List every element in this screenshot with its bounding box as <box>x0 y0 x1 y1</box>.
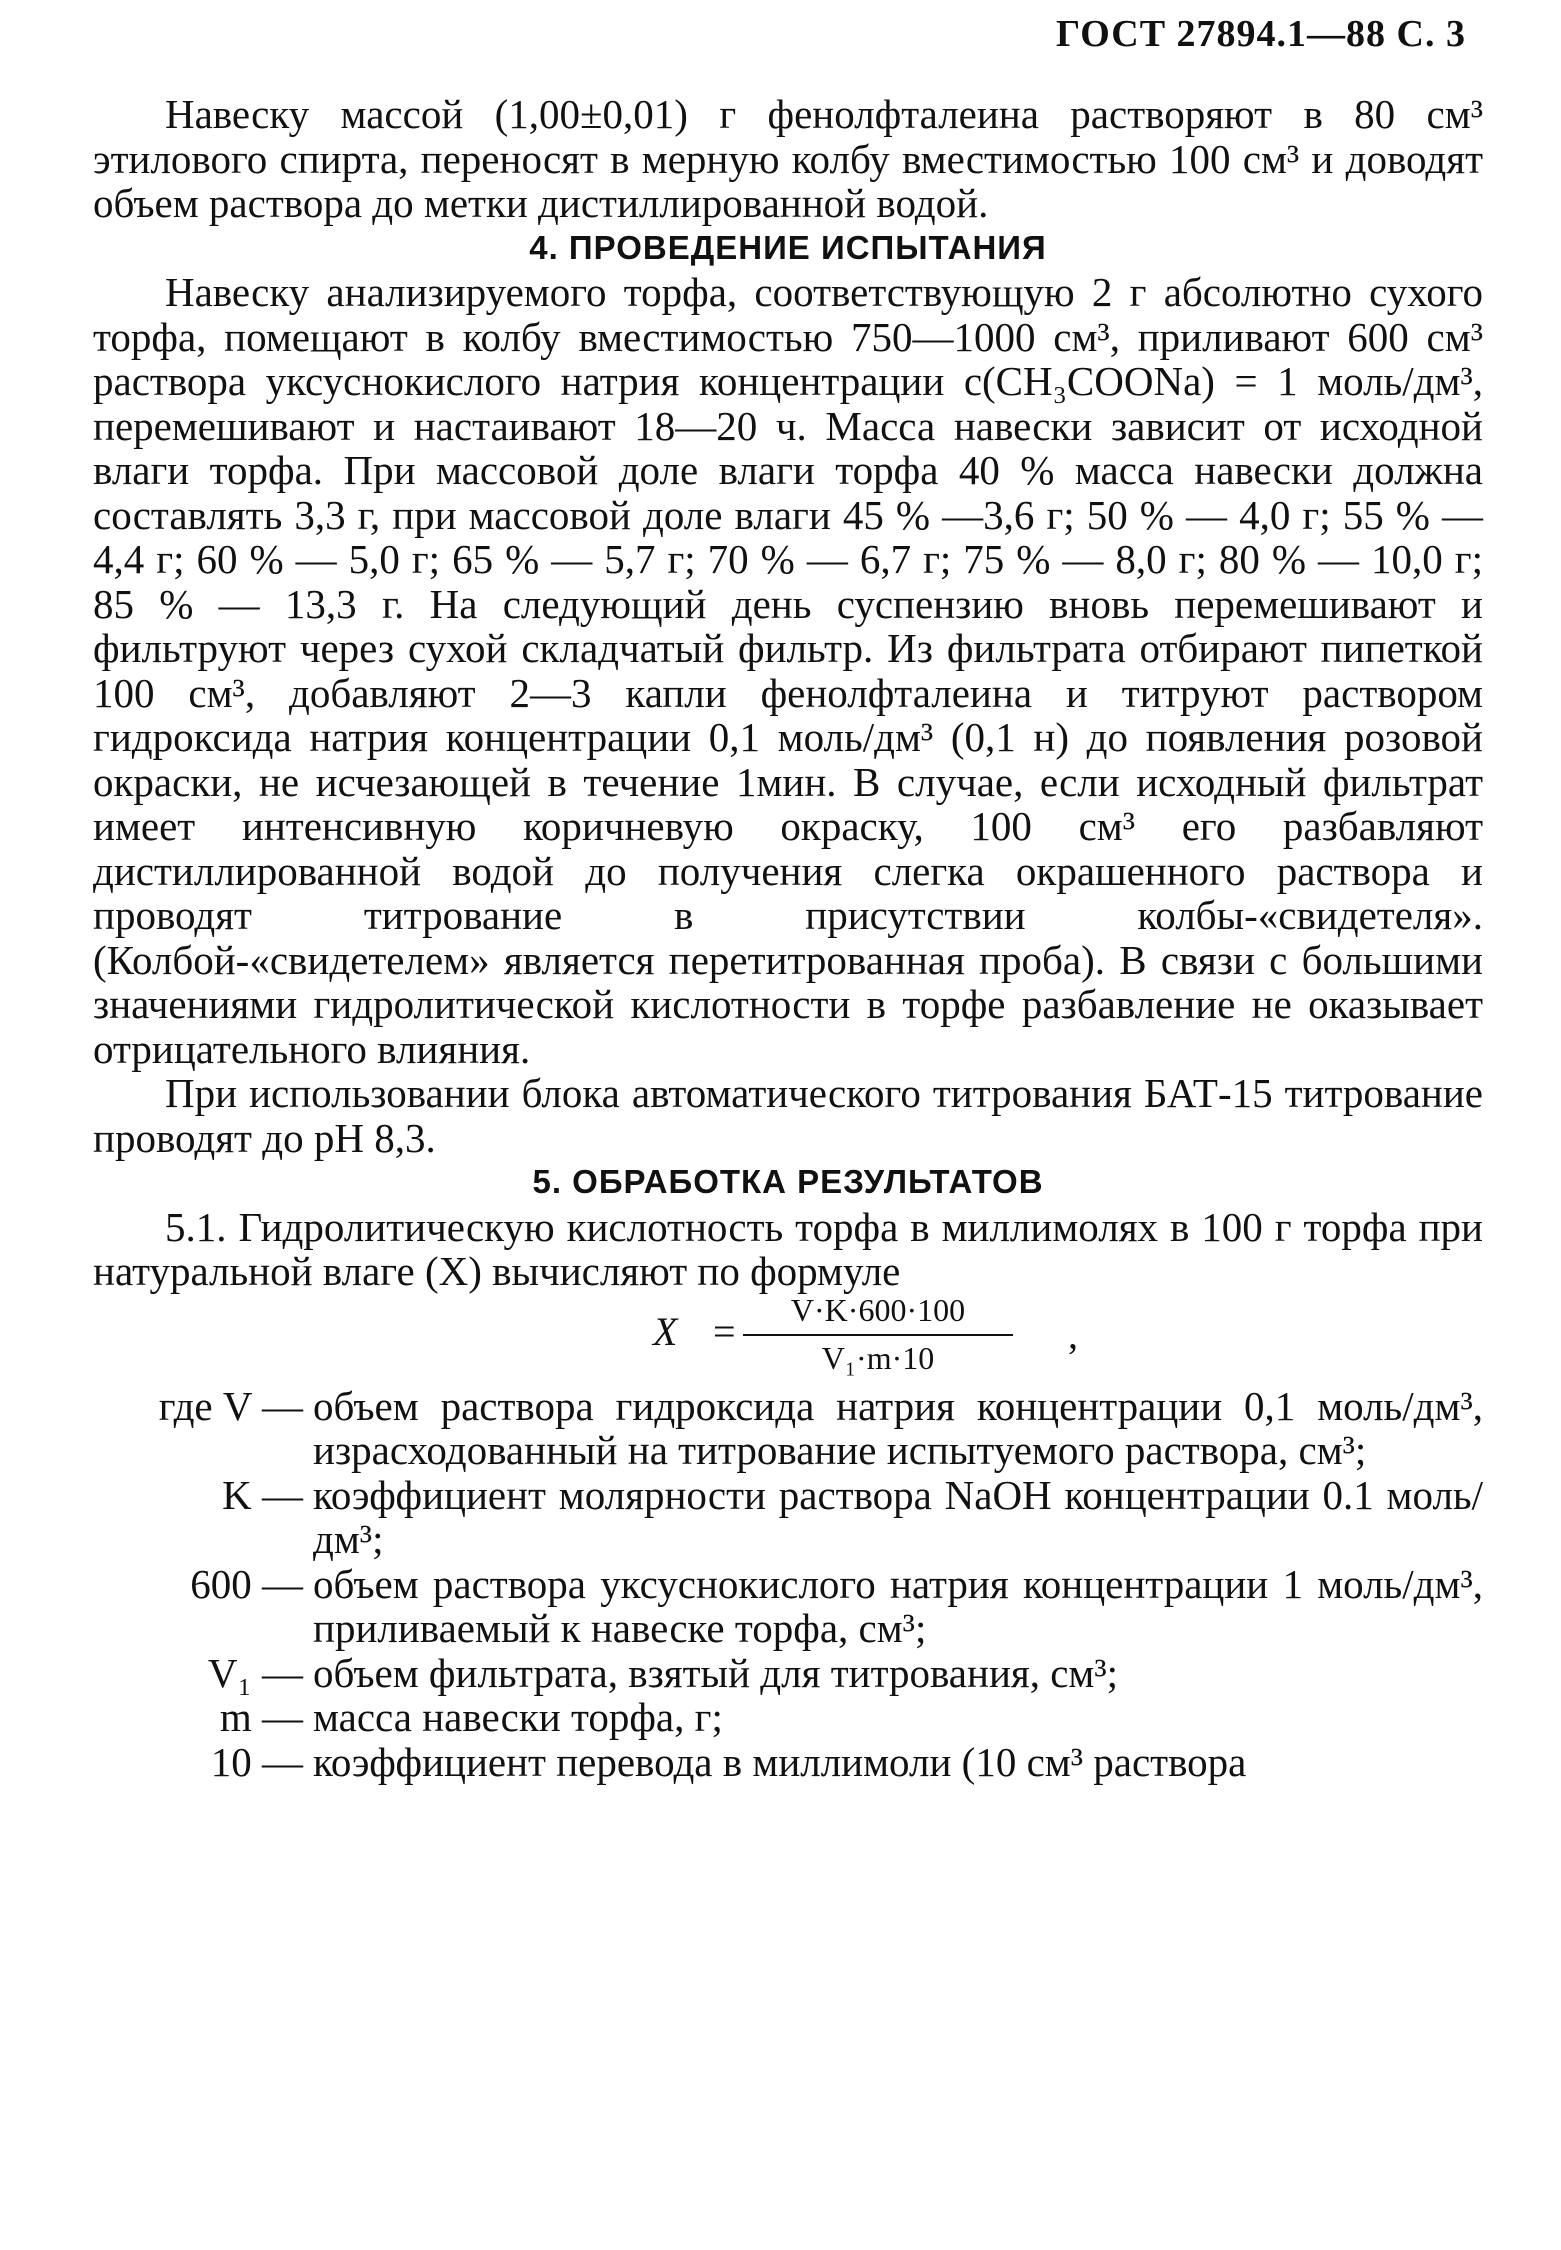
formula-denominator: V₁·m·10 <box>821 1339 935 1376</box>
definition-item <box>93 1740 1483 1785</box>
paragraph-test-procedure: Навеску анализируемого торфа, соответствующую 2 г абсолютно сухого торфа, помещают в колбу вместимостью 750—1000 см³, приливают 600 см³ раствора уксуснокислого натрия концентрации c(CH₃COONa) = 1 моль/дм³, перемешивают и настаивают 18—20 ч. Масса навески зависит от исходной влаги торфа. При массовой доле влаги торфа 40 % масса навески должна составлять 3,3 г, при массовой доле влаги 45 % —3,6 г; 50 % — 4,0 г; 55 % — 4,4 г; 60 % — 5,0 г; 65 % — 5,7 г; 70 % — 6,7 г; 75 % — 8,0 г; 80 % — 10,0 г; 85 % — 13,3 г. На следующий день суспензию вновь перемешивают и фильтруют через сухой складчатый фильтр. Из фильтрата отбирают пипеткой 100 см³, добавляют 2—3 капли фенолфталеина и титруют раствором гидроксида натрия концентрации 0,1 моль/дм³ (0,1 н) до появления розовой окраски, не исчезающей в течение 1мин. В случае, если исходный фильтрат имеет интенсивную коричневую окраску, 100 см³ его разбавляют дистиллированной водой до получения слегка окрашенного раствора и проводят титрование в присутствии колбы-«свидетеля». (Колбой-«свидетелем» является перетитрованная проба). В связи с большими значениями гидролитической кислотности в торфе разбавление не оказывает отрицательного влияния. <box>93 269 1483 1072</box>
definition-text: объем раствора гидроксида натрия концентрации 0,1 моль/дм³, израсходованный на титрование испытуемого раствора, см³; <box>313 1382 1483 1473</box>
formula-lhs: X <box>653 1308 678 1354</box>
page-header: ГОСТ 27894.1—88 С. 3 <box>1056 13 1466 55</box>
definition-text: объем фильтрата, взятый для титрования, см³; <box>313 1649 1119 1696</box>
definition-text: масса навески торфа, г; <box>313 1694 723 1740</box>
definition-text: коэффициент перевода в миллимоли (10 см³ раствора <box>313 1738 1247 1785</box>
definition-symbol: V₁ — <box>207 1649 303 1696</box>
section-heading-4: 4. ПРОВЕДЕНИЕ ИСПЫТАНИЯ <box>529 228 1047 266</box>
paragraph-automatic-titration: При использовании блока автоматического титрования БАТ-15 титрование проводят до рН 8,3. <box>93 1070 1483 1161</box>
definition-symbol: где V — <box>158 1382 303 1429</box>
definition-item <box>93 1695 1483 1740</box>
paragraph-phenolphthalein: Навеску массой (1,00±0,01) г фенолфталеина растворяют в 80 см³ этилового спирта, переносят в мерную колбу вместимостью 100 см³ и доводят объем раствора до метки дистиллированной водой. <box>93 91 1483 226</box>
definitions-list <box>93 1384 1483 1785</box>
definition-text: коэффициент молярности раствора NaOH концентрации 0.1 моль/дм³; <box>313 1471 1483 1562</box>
formula-comma: , <box>1068 1311 1078 1357</box>
formula-equals: = <box>713 1308 736 1354</box>
definition-item <box>93 1384 1483 1473</box>
paragraph-calculation-intro: 5.1. Гидролитическую кислотность торфа в миллимолях в 100 г торфа при натуральной влаге (X) вычисляют по формуле <box>93 1203 1483 1294</box>
definition-symbol: K — <box>222 1471 303 1518</box>
definition-symbol: m — <box>219 1694 303 1740</box>
formula <box>93 1288 1483 1380</box>
definition-symbol: 10 — <box>210 1738 303 1785</box>
section-heading-5: 5. ОБРАБОТКА РЕЗУЛЬТАТОВ <box>532 1163 1044 1200</box>
definition-item <box>93 1473 1483 1562</box>
document-body <box>93 92 1483 1784</box>
definition-item <box>93 1651 1483 1696</box>
formula-numerator: V·K·600·100 <box>790 1291 966 1328</box>
definition-item <box>93 1562 1483 1651</box>
definition-symbol: 600 — <box>190 1560 303 1607</box>
definition-text: объем раствора уксуснокислого натрия концентрации 1 моль/дм³, приливаемый к навеске торфа, см³; <box>313 1560 1483 1651</box>
